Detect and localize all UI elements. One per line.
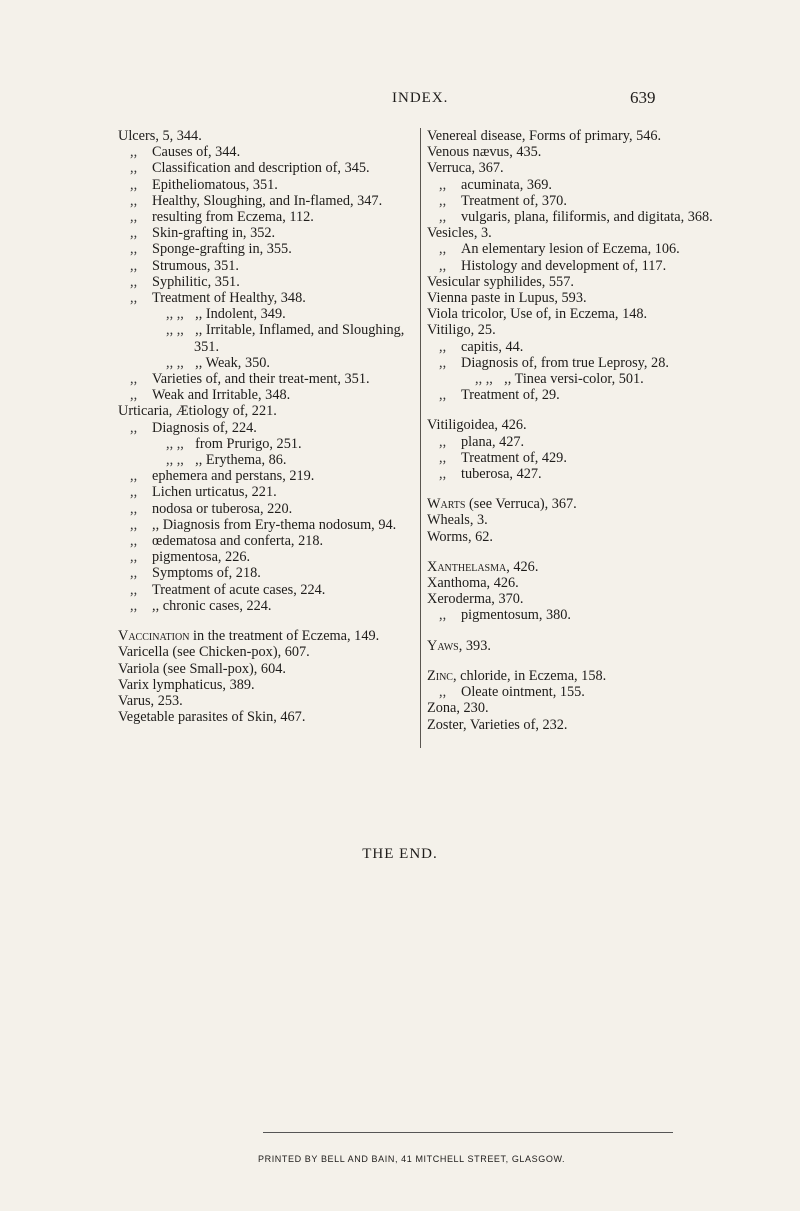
entry-text: Skin-grafting in, 352. bbox=[152, 225, 276, 242]
index-subentry: ,, Varieties of, and their treat-ment, 351. bbox=[130, 371, 370, 388]
index-entry bbox=[118, 709, 418, 725]
index-entry bbox=[118, 677, 418, 693]
index-entry bbox=[427, 322, 717, 338]
index-entry bbox=[427, 575, 717, 591]
entry-text: Treatment of, 429. bbox=[461, 449, 567, 466]
index-subentry bbox=[118, 322, 418, 354]
index-subentry bbox=[118, 436, 418, 452]
entry-text: Syphilitic, 351. bbox=[152, 273, 240, 290]
section-gap bbox=[427, 654, 717, 668]
index-subentry: ,, œdematosa and conferta, 218. bbox=[130, 533, 324, 550]
index-entry bbox=[427, 417, 717, 433]
index-subentry: ,, ,, chronic cases, 224. bbox=[130, 597, 272, 614]
index-subentry: ,, Skin-grafting in, 352. bbox=[130, 225, 276, 242]
index-subentry: ,, acuminata, 369. bbox=[439, 176, 552, 193]
index-subentry: ,, Treatment of acute cases, 224. bbox=[130, 581, 326, 598]
entry-text: ,, Weak, 350. bbox=[195, 354, 270, 371]
index-entry bbox=[427, 225, 717, 241]
entry-text: Venous nævus, 435. bbox=[427, 144, 542, 161]
ditto-mark: ,, ,, bbox=[166, 306, 184, 323]
entry-text: Worms, 62. bbox=[427, 528, 493, 545]
ditto-mark: ,, ,, bbox=[166, 322, 184, 339]
index-subentry: ,, Treatment of Healthy, 348. bbox=[130, 290, 306, 307]
entry-text: Treatment of, 29. bbox=[461, 387, 560, 404]
index-subentry: ,, capitis, 44. bbox=[439, 338, 524, 355]
index-subentry: ,, Treatment of, 370. bbox=[439, 192, 567, 209]
index-entry bbox=[427, 559, 717, 575]
entry-text: Treatment of Healthy, 348. bbox=[152, 290, 306, 307]
ditto-mark: ,, ,, bbox=[166, 435, 184, 452]
entry-text: Viola tricolor, Use of, in Eczema, 148. bbox=[427, 306, 648, 323]
entry-text: ,, Diagnosis from Ery-thema nodosum, 94. bbox=[152, 516, 397, 533]
entry-text: (see Verruca), 367. bbox=[465, 496, 577, 513]
index-entry bbox=[118, 693, 418, 709]
index-subentry: ,, Healthy, Sloughing, and In-flamed, 347. bbox=[130, 192, 383, 209]
entry-text: Treatment of, 370. bbox=[461, 192, 567, 209]
index-subentry: ,, tuberosa, 427. bbox=[439, 466, 542, 483]
entry-text: Verruca, 367. bbox=[427, 160, 504, 177]
index-subentry: ,, ephemera and perstans, 219. bbox=[130, 468, 315, 485]
footer-rule bbox=[263, 1132, 673, 1133]
entry-text: An elementary lesion of Eczema, 106. bbox=[461, 241, 680, 258]
page-number: 639 bbox=[630, 88, 656, 107]
index-subentry: ,, Diagnosis of, 224. bbox=[130, 419, 257, 436]
index-subentry: ,, Lichen urticatus, 221. bbox=[130, 484, 277, 501]
entry-headword: Xanthelasma bbox=[427, 558, 507, 575]
entry-text: Weak and Irritable, 348. bbox=[152, 387, 291, 404]
index-subentry: ,, vulgaris, plana, filiformis, and digitata, 368. bbox=[439, 209, 713, 226]
entry-text: Vesicular syphilides, 557. bbox=[427, 273, 574, 290]
index-subentry: ,, Symptoms of, 218. bbox=[130, 565, 261, 582]
entry-text: acuminata, 369. bbox=[461, 176, 552, 193]
entry-text: Wheals, 3. bbox=[427, 512, 488, 529]
entry-text: Urticaria, Ætiology of, 221. bbox=[118, 403, 277, 420]
entry-text: ephemera and perstans, 219. bbox=[152, 468, 315, 485]
index-entry bbox=[427, 668, 717, 684]
entry-text: Symptoms of, 218. bbox=[152, 565, 261, 582]
entry-text: Vitiligoidea, 426. bbox=[427, 417, 527, 434]
index-subentry: ,, Treatment of, 29. bbox=[439, 387, 560, 404]
index-subentry: ,, Strumous, 351. bbox=[130, 257, 239, 274]
running-title: INDEX. bbox=[392, 90, 449, 106]
entry-text: Variola (see Small-pox), 604. bbox=[118, 660, 286, 677]
section-gap bbox=[427, 403, 717, 417]
index-entry bbox=[118, 403, 418, 419]
index-entry bbox=[118, 128, 418, 144]
index-subentry: ,, Diagnosis of, from true Leprosy, 28. bbox=[439, 354, 669, 371]
index-subentry: ,, ,, Diagnosis from Ery-thema nodosum, 94. bbox=[130, 516, 397, 533]
index-subentry: ,, nodosa or tuberosa, 220. bbox=[130, 500, 293, 517]
entry-text: Zoster, Varieties of, 232. bbox=[427, 716, 568, 733]
index-entry bbox=[118, 628, 418, 644]
entry-text: Treatment of acute cases, 224. bbox=[152, 581, 326, 598]
entry-text: ,, Tinea versi-color, 501. bbox=[504, 371, 644, 388]
index-subentry bbox=[118, 355, 418, 371]
index-entry bbox=[427, 274, 717, 290]
index-entry bbox=[427, 529, 717, 545]
entry-text: œdematosa and conferta, 218. bbox=[152, 533, 324, 550]
entry-text: , 393. bbox=[458, 637, 491, 654]
page-header bbox=[0, 88, 800, 112]
index-subentry: ,, resulting from Eczema, 112. bbox=[130, 209, 314, 226]
entry-text: Classification and description of, 345. bbox=[152, 160, 370, 177]
entry-text: Varieties of, and their treat-ment, 351. bbox=[152, 371, 370, 388]
index-subentry bbox=[118, 306, 418, 322]
entry-text: resulting from Eczema, 112. bbox=[152, 209, 314, 226]
index-entry bbox=[427, 306, 717, 322]
index-entry bbox=[427, 128, 717, 144]
entry-text: Epitheliomatous, 351. bbox=[152, 176, 278, 193]
column-divider bbox=[420, 128, 421, 748]
index-subentry: ,, Treatment of, 429. bbox=[439, 449, 567, 466]
entry-text: Ulcers, 5, 344. bbox=[118, 128, 202, 144]
index-entry bbox=[427, 160, 717, 176]
entry-text: pigmentosa, 226. bbox=[152, 549, 251, 566]
entry-text: Lichen urticatus, 221. bbox=[152, 484, 277, 501]
index-entry bbox=[427, 717, 717, 733]
entry-text: ,, Erythema, 86. bbox=[195, 452, 287, 469]
entry-text: Histology and development of, 117. bbox=[461, 257, 667, 274]
index-column-right bbox=[427, 128, 717, 733]
section-gap bbox=[427, 545, 717, 559]
entry-text: plana, 427. bbox=[461, 433, 525, 450]
index-subentry: ,, Classification and description of, 345. bbox=[130, 160, 370, 177]
index-subentry: ,, Epitheliomatous, 351. bbox=[130, 176, 278, 193]
entry-text: Healthy, Sloughing, and In-flamed, 347. bbox=[152, 192, 383, 209]
ditto-mark: ,, ,, bbox=[475, 371, 493, 388]
entry-text: nodosa or tuberosa, 220. bbox=[152, 500, 293, 517]
index-subentry: ,, Causes of, 344. bbox=[130, 144, 241, 161]
index-subentry: ,, Sponge-grafting in, 355. bbox=[130, 241, 292, 258]
section-gap bbox=[427, 482, 717, 496]
index-entry bbox=[427, 290, 717, 306]
entry-text: , 426. bbox=[506, 558, 539, 575]
index-subentry: ,, An elementary lesion of Eczema, 106. bbox=[439, 241, 680, 258]
entry-headword: Warts bbox=[427, 496, 466, 513]
entry-text: , chloride, in Eczema, 158. bbox=[452, 667, 607, 684]
entry-headword: Yaws bbox=[427, 637, 459, 654]
printer-imprint: PRINTED BY BELL AND BAIN, 41 MITCHELL STREET, GLASGOW. bbox=[258, 1154, 566, 1164]
index-subentry: ,, pigmentosa, 226. bbox=[130, 549, 251, 566]
entry-text: Venereal disease, Forms of primary, 546. bbox=[427, 128, 662, 144]
entry-text: Xanthoma, 426. bbox=[427, 575, 519, 592]
entry-text: Xeroderma, 370. bbox=[427, 591, 524, 608]
entry-text: in the treatment of Eczema, 149. bbox=[189, 628, 380, 645]
entry-text: Varicella (see Chicken-pox), 607. bbox=[118, 644, 310, 661]
entry-headword: Zinc bbox=[427, 667, 453, 684]
entry-text: ,, Indolent, 349. bbox=[195, 306, 286, 323]
index-entry bbox=[427, 638, 717, 654]
index-subentry bbox=[118, 452, 418, 468]
index-entry bbox=[427, 591, 717, 607]
entry-text: ,, chronic cases, 224. bbox=[152, 597, 272, 614]
entry-text: Vitiligo, 25. bbox=[427, 322, 496, 339]
section-gap bbox=[118, 614, 418, 628]
index-subentry bbox=[427, 371, 717, 387]
entry-text: Varus, 253. bbox=[118, 692, 183, 709]
index-entry bbox=[427, 496, 717, 512]
index-entry bbox=[118, 661, 418, 677]
entry-text: Oleate ointment, 155. bbox=[461, 684, 585, 701]
entry-text: Diagnosis of, 224. bbox=[152, 419, 257, 436]
entry-text: Vesicles, 3. bbox=[427, 225, 492, 242]
entry-text: tuberosa, 427. bbox=[461, 466, 542, 483]
index-subentry: ,, Weak and Irritable, 348. bbox=[130, 387, 291, 404]
ditto-mark: ,, ,, bbox=[166, 452, 184, 469]
entry-headword: Vaccination bbox=[118, 628, 190, 645]
entry-text: Diagnosis of, from true Leprosy, 28. bbox=[461, 354, 669, 371]
entry-text: Vegetable parasites of Skin, 467. bbox=[118, 709, 306, 726]
ditto-mark: ,, ,, bbox=[166, 354, 184, 371]
entry-text: Sponge-grafting in, 355. bbox=[152, 241, 292, 258]
index-subentry: ,, Histology and development of, 117. bbox=[439, 257, 667, 274]
section-gap bbox=[427, 624, 717, 638]
index-subentry: ,, plana, 427. bbox=[439, 433, 525, 450]
entry-text: Causes of, 344. bbox=[152, 144, 241, 161]
entry-text: Varix lymphaticus, 389. bbox=[118, 676, 255, 693]
entry-text: ,, Irritable, Inflamed, and Sloughing, 351. bbox=[194, 322, 405, 355]
index-subentry: ,, pigmentosum, 380. bbox=[439, 607, 572, 624]
index-entry bbox=[427, 144, 717, 160]
entry-text: Zona, 230. bbox=[427, 700, 489, 717]
entry-text: vulgaris, plana, filiformis, and digitata, 368. bbox=[461, 209, 713, 226]
index-entry bbox=[118, 644, 418, 660]
index-entry bbox=[427, 700, 717, 716]
end-text: THE END. bbox=[362, 846, 438, 862]
entry-text: Vienna paste in Lupus, 593. bbox=[427, 290, 587, 307]
index-subentry: ,, Syphilitic, 351. bbox=[130, 273, 240, 290]
entry-text: from Prurigo, 251. bbox=[195, 435, 302, 452]
entry-text: Strumous, 351. bbox=[152, 257, 239, 274]
entry-text: pigmentosum, 380. bbox=[461, 607, 572, 624]
entry-text: capitis, 44. bbox=[461, 338, 524, 355]
index-subentry: ,, Oleate ointment, 155. bbox=[439, 684, 585, 701]
index-entry bbox=[427, 512, 717, 528]
index-column-left bbox=[118, 128, 418, 725]
